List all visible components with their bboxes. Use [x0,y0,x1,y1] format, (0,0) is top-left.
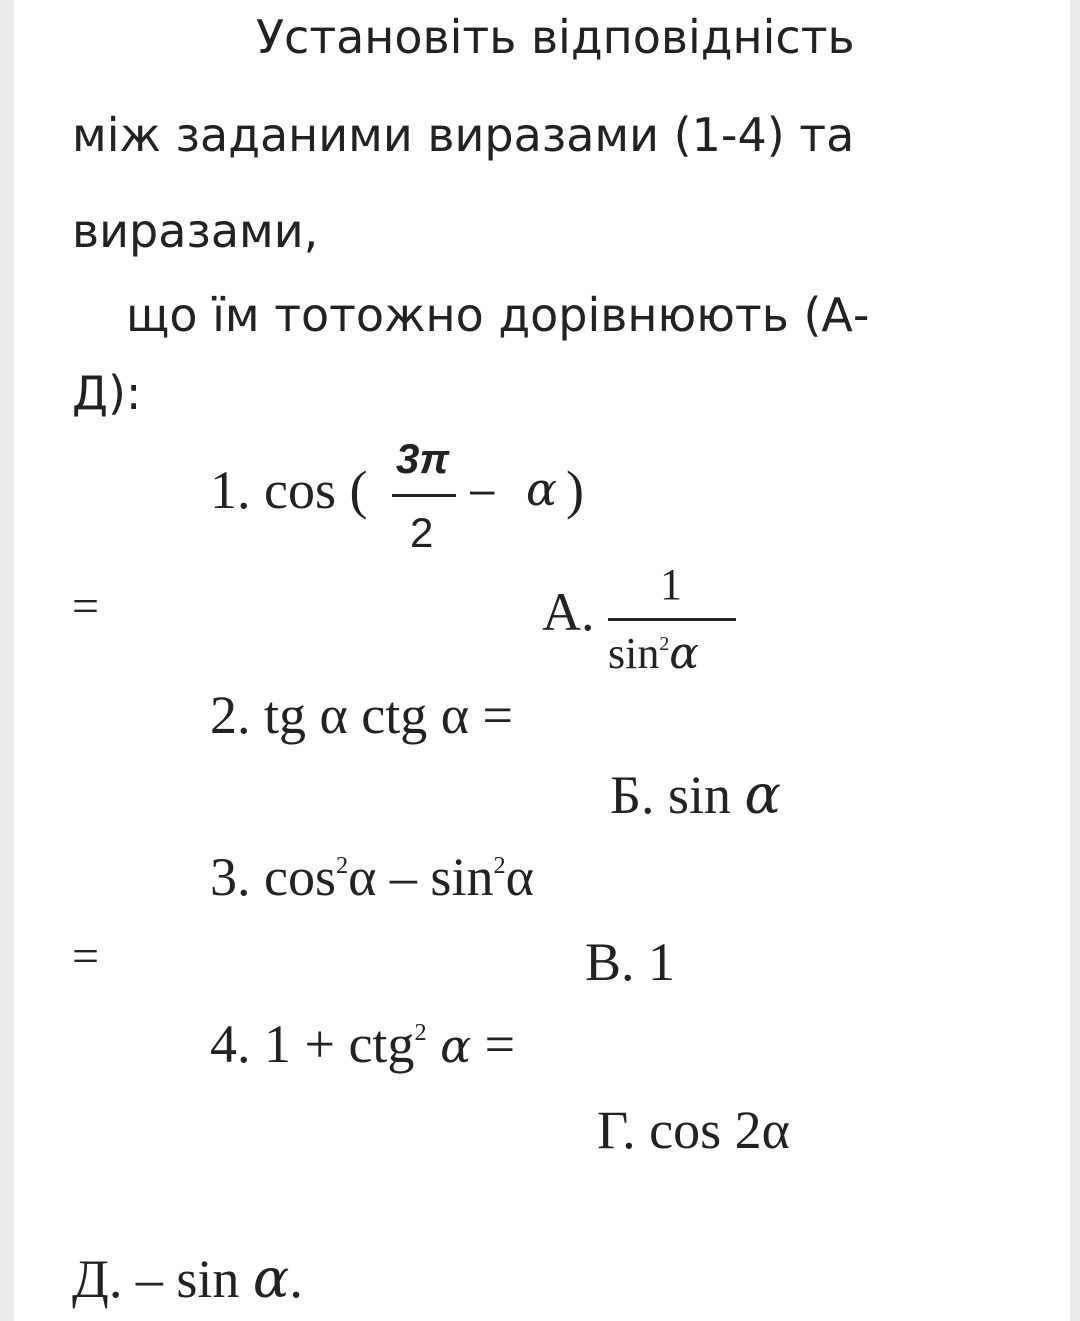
answer-v: В. 1 [585,932,676,992]
item-1-fraction-bar [392,494,456,497]
item-1-equals: = [72,580,100,633]
item-1-numerator: 3π [396,435,450,482]
heading-line-4: що їм тотожно дорівнюють (А- [126,288,870,342]
answer-a-label: А. [542,582,595,642]
answer-a-numerator: 1 [660,560,682,609]
answer-d: Д. – sin α. [72,1247,303,1310]
heading-line-1: Установіть відповідність [256,10,855,64]
item-1-prefix: 1. cos ( [210,460,368,520]
item-1-minus: – [470,465,495,514]
heading-line-3: виразами, [72,204,319,258]
answer-a-fraction-bar [608,618,736,621]
answer-b: Б. sin α [610,763,781,826]
item-2-expression: 2. tg α ctg α = [210,685,514,745]
item-3-equals: = [72,930,100,983]
answer-a-denominator: $\sin^2\alpha$ [608,628,699,679]
item-1-alpha: α [526,462,558,516]
document-page [14,0,1070,1321]
heading-line-2: між заданими виразами (1-4) та [72,108,855,162]
answer-g: Г. cos 2α [597,1100,790,1160]
item-1-denominator: 2 [410,509,434,556]
heading-line-5: Д): [72,366,142,420]
item-3-expression: 3. $\cos^2\alpha - \sin^2\alpha$ [210,847,534,907]
item-4-expression: 4. 1 + ctg$^2$ α = [210,1014,516,1074]
item-1-close-paren: ) [566,460,584,520]
